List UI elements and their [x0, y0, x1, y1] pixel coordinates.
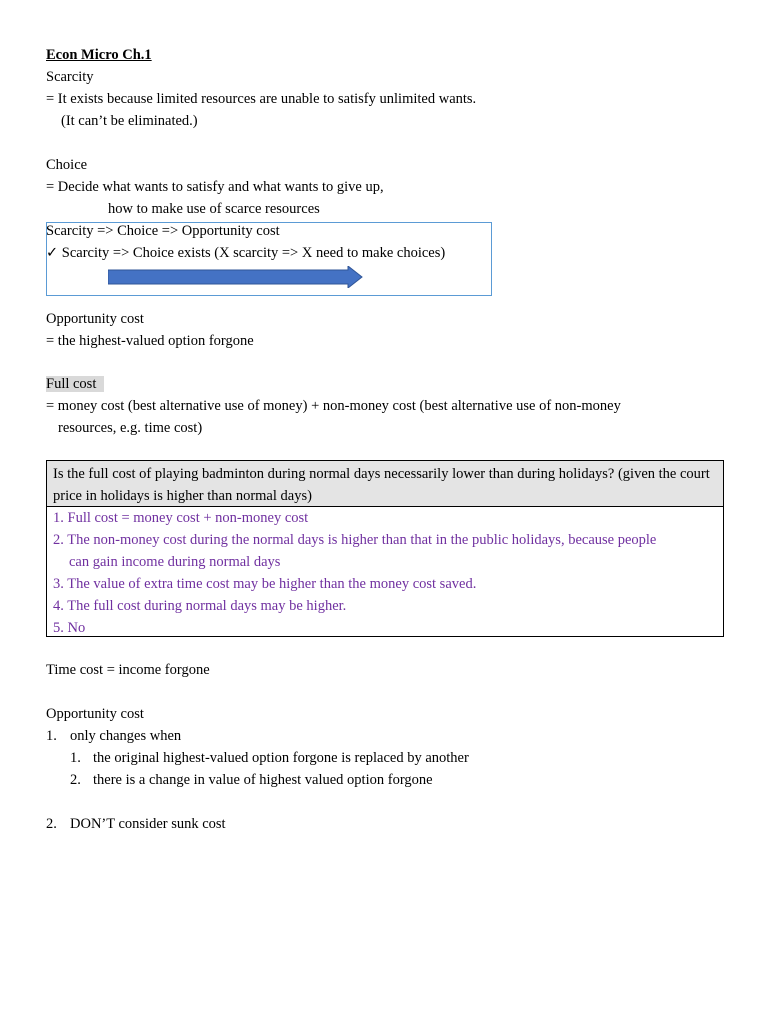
answer-item: 1. Full cost = money cost + non-money cost [53, 510, 309, 526]
choice-heading: Choice [46, 157, 88, 173]
question-text: Is the full cost of playing badminton during normal days necessarily lower than during holidays? (given the court price in holidays is higher than normal days) [47, 461, 723, 507]
full-cost-definition: = money cost (best alternative use of money) + non-money cost (best alternative use of non-money [46, 398, 621, 414]
chain-line-2-text: Scarcity => Choice exists (X scarcity => X need to make choices) [61, 245, 446, 261]
chain-line-1: Scarcity => Choice => Opportunity cost [46, 223, 280, 239]
list-number: 1. [46, 728, 57, 744]
scarcity-heading: Scarcity [46, 69, 94, 85]
choice-definition-cont: how to make use of scarce resources [108, 201, 320, 217]
chain-line-2 [46, 243, 445, 263]
answer-list [47, 507, 723, 639]
question-box [46, 460, 724, 637]
answer-item: 3. The value of extra time cost may be higher than the money cost saved. [53, 576, 477, 592]
right-arrow-icon [108, 266, 364, 288]
answer-item: 2. The non-money cost during the normal days is higher than that in the public holidays, because people [53, 532, 657, 548]
opportunity-cost-definition: = the highest-valued option forgone [46, 333, 254, 349]
answer-item: 4. The full cost during normal days may be higher. [53, 598, 347, 614]
sub-list-item [70, 770, 433, 790]
list-number: 2. [46, 816, 57, 832]
answer-item-cont: can gain income during normal days [69, 554, 281, 570]
list-number: 1. [70, 750, 81, 766]
opportunity-cost-heading: Opportunity cost [46, 311, 144, 327]
full-cost-heading: Full cost [46, 376, 104, 392]
full-cost-definition-cont: resources, e.g. time cost) [58, 420, 203, 436]
page-title: Econ Micro Ch.1 [46, 47, 152, 63]
list-item [46, 814, 226, 834]
list-text: the original highest-valued option forgone is replaced by another [93, 750, 469, 766]
scarcity-note: (It can’t be eliminated.) [61, 113, 198, 129]
answer-item: 5. No [53, 620, 86, 636]
scarcity-definition: = It exists because limited resources are unable to satisfy unlimited wants. [46, 91, 477, 107]
list-number: 2. [70, 772, 81, 788]
opp-cost-list-heading: Opportunity cost [46, 706, 144, 722]
checkmark-icon: ✓ [46, 245, 59, 261]
choice-definition: = Decide what wants to satisfy and what wants to give up, [46, 179, 384, 195]
list-item [46, 726, 182, 746]
time-cost-line: Time cost = income forgone [46, 662, 210, 678]
sub-list-item [70, 748, 469, 768]
list-text: DON’T consider sunk cost [70, 816, 226, 832]
list-text: only changes when [70, 728, 182, 744]
list-text: there is a change in value of highest valued option forgone [93, 772, 433, 788]
